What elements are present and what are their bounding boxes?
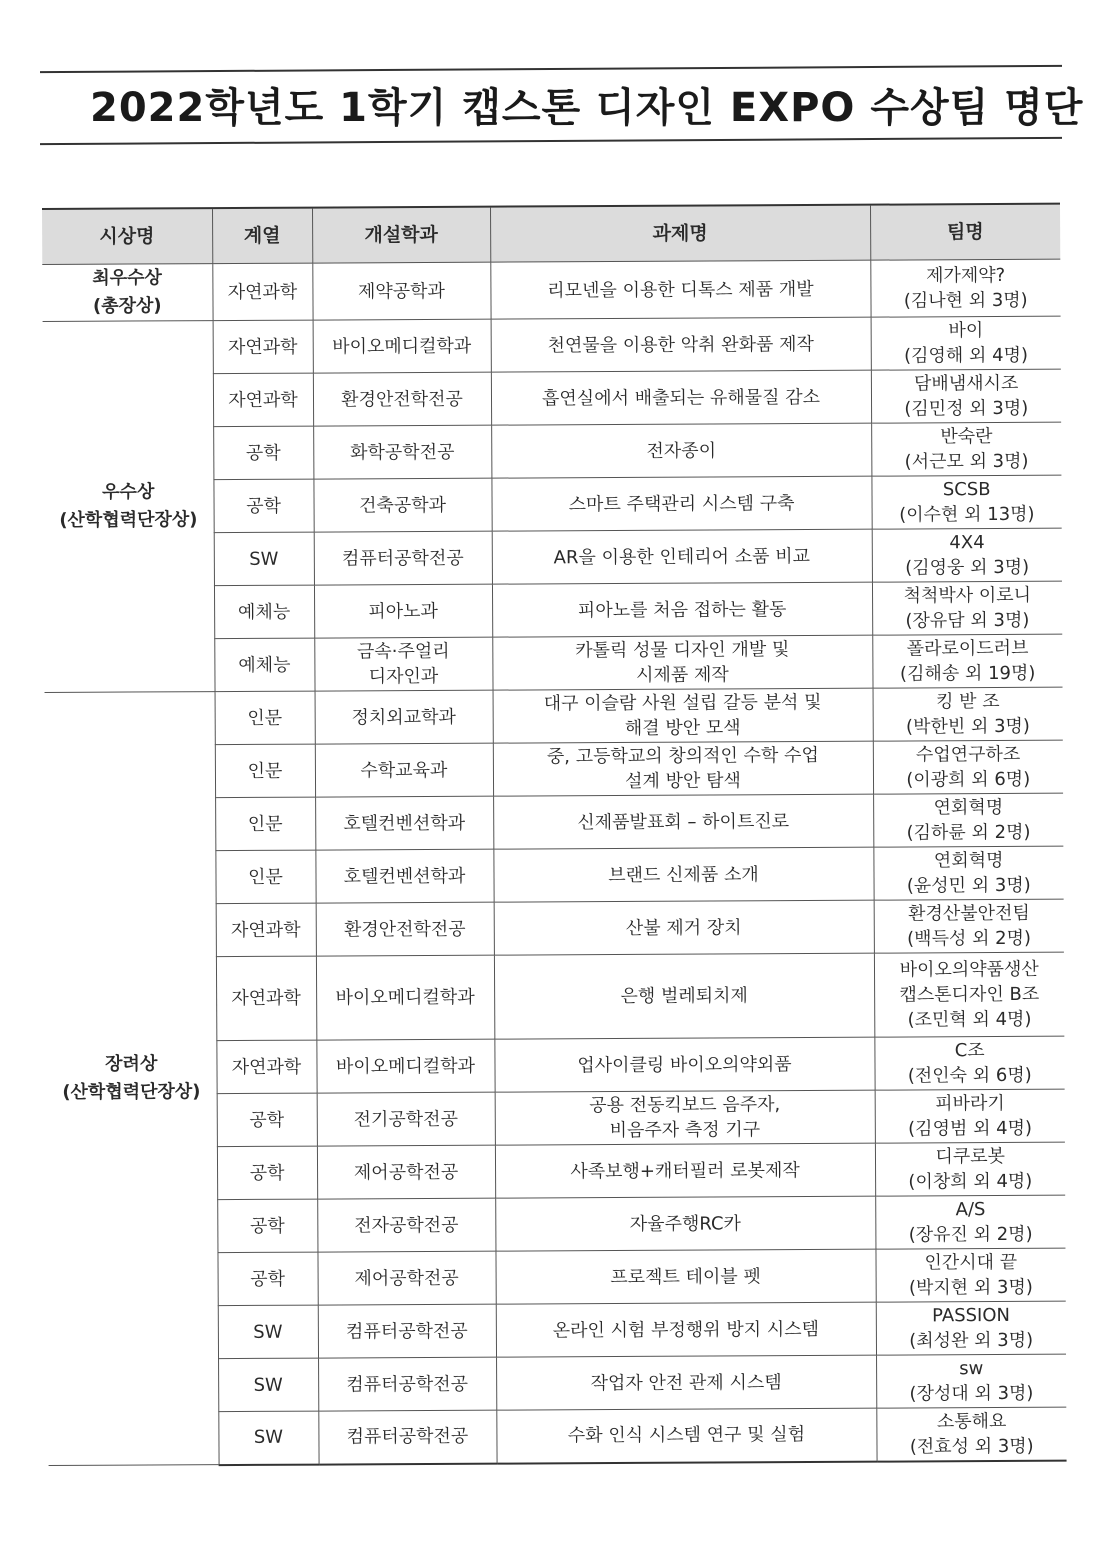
dept-cell-line: 제어공학전공 <box>353 1161 459 1183</box>
team-cell-line: 수업연구하조 <box>915 743 1021 766</box>
project-cell <box>496 1408 876 1463</box>
team-cell <box>875 1142 1065 1196</box>
dept-cell <box>315 690 493 744</box>
team-cell-line: sw <box>959 1358 984 1380</box>
team-cell <box>875 1089 1065 1143</box>
field-cell: 인문 <box>215 691 315 745</box>
team-cell-line: (이창희 외 4명) <box>908 1170 1033 1193</box>
team-cell-line: 제가제약? <box>926 264 1006 287</box>
dept-cell <box>317 1251 495 1305</box>
team-cell-line: 척척박사 이로니 <box>903 584 1032 607</box>
dept-cell <box>314 584 492 638</box>
header-project: 과제명 <box>490 205 870 262</box>
field-cell: 공학 <box>217 1199 317 1253</box>
header-team: 팀명 <box>870 204 1060 260</box>
team-cell-line: (백득성 외 2명) <box>907 927 1032 950</box>
dept-cell <box>313 478 491 532</box>
field-cell: 예체능 <box>214 585 314 639</box>
team-cell-line: (김나현 외 3명) <box>903 289 1028 312</box>
team-cell <box>876 1354 1066 1408</box>
dept-cell <box>316 955 494 1040</box>
project-cell-line: 작업자 안전 관제 시스템 <box>590 1371 782 1394</box>
dept-cell-line: 컴퓨터공학전공 <box>345 1320 468 1342</box>
team-cell-line: 바이오의약품생산 <box>899 958 1039 981</box>
team-cell-line: (장성대 외 3명) <box>909 1382 1034 1405</box>
award-name-line: (산학협력단장상) <box>62 1081 201 1103</box>
field-cell: 인문 <box>215 850 315 904</box>
project-cell <box>493 688 873 743</box>
dept-cell-line: 환경안전학전공 <box>341 388 463 410</box>
table-row <box>45 687 1063 745</box>
team-cell-line: 킹 받 조 <box>935 690 1000 713</box>
project-cell <box>491 476 871 531</box>
dept-cell <box>318 1410 496 1464</box>
project-cell <box>494 900 874 955</box>
dept-cell <box>313 319 491 373</box>
project-cell <box>495 1196 875 1251</box>
field-cell: 자연과학 <box>213 320 313 374</box>
team-cell-line: 연회혁명 <box>933 849 1004 872</box>
project-cell-line: 공용 전동킥보드 음주자, <box>589 1094 781 1117</box>
project-cell-line: 브랜드 신제품 소개 <box>608 863 759 886</box>
dept-cell <box>317 1092 495 1146</box>
project-cell-line: 천연물을 이용한 악취 완화품 제작 <box>547 333 814 356</box>
team-cell-line: 피바라기 <box>935 1092 1005 1115</box>
team-cell <box>873 793 1063 847</box>
project-cell <box>495 1249 875 1304</box>
project-cell <box>493 794 873 849</box>
dept-cell-line: 바이오메디컬학과 <box>335 986 475 1009</box>
project-cell <box>496 1302 876 1357</box>
field-cell: SW <box>214 532 314 586</box>
team-cell <box>875 1195 1065 1249</box>
project-cell <box>495 1143 875 1198</box>
team-cell <box>876 1301 1066 1355</box>
dept-cell-line: 수학교육과 <box>360 759 448 781</box>
project-cell <box>491 423 871 478</box>
dept-cell-line: 화학공학전공 <box>350 441 455 463</box>
award-name-cell <box>45 692 219 1466</box>
project-cell-line: 비음주자 측정 기구 <box>609 1119 761 1142</box>
dept-cell-line: 환경안전학전공 <box>343 918 466 940</box>
dept-cell <box>318 1304 496 1358</box>
table-body <box>42 259 1066 1465</box>
team-cell-line: (전인숙 외 6명) <box>907 1064 1032 1087</box>
dept-cell <box>315 849 493 903</box>
team-cell-line: (조민혁 외 4명) <box>907 1008 1032 1031</box>
field-cell: 자연과학 <box>213 373 313 427</box>
project-cell-line: 리모넨을 이용한 디톡스 제품 개발 <box>547 278 814 301</box>
dept-cell <box>314 637 492 691</box>
field-cell: 공학 <box>217 1146 317 1200</box>
team-cell-line: (김해송 외 19명) <box>899 662 1036 685</box>
project-cell-line: 스마트 주택관리 시스템 구축 <box>568 492 795 515</box>
team-cell-line: (이수현 외 13명) <box>899 503 1035 526</box>
award-name-cell <box>42 264 212 322</box>
project-cell-line: 사족보행+캐터필러 로봇제작 <box>570 1159 800 1182</box>
project-cell-line: 설계 방안 탐색 <box>625 770 741 792</box>
award-name-line: 최우수상 <box>92 267 162 289</box>
team-cell-line: (김영해 외 4명) <box>904 344 1029 367</box>
team-cell-line: 폴라로이드러브 <box>906 637 1029 660</box>
team-cell <box>874 899 1064 953</box>
field-cell: SW <box>218 1305 318 1359</box>
team-cell-line: (박지현 외 3명) <box>908 1276 1033 1299</box>
project-cell <box>492 582 872 637</box>
award-name-cell <box>43 321 215 693</box>
team-cell-line: (전효성 외 3명) <box>909 1435 1034 1458</box>
title-bottom-rule <box>40 137 1062 145</box>
project-cell <box>493 741 873 796</box>
project-cell <box>494 953 874 1039</box>
team-cell-line: A/S <box>955 1199 986 1221</box>
project-cell-line: 자율주행RC카 <box>629 1212 741 1235</box>
page-title: 2022학년도 1학기 캡스톤 디자인 EXPO 수상팀 명단 <box>90 85 1084 131</box>
team-cell <box>875 1248 1065 1302</box>
dept-cell-line: 호텔컨벤션학과 <box>343 812 466 834</box>
project-cell <box>492 635 872 690</box>
dept-cell <box>313 372 491 426</box>
project-cell <box>492 529 872 584</box>
field-cell: 자연과학 <box>216 956 316 1041</box>
team-cell <box>874 952 1064 1037</box>
team-cell-line: (김영웅 외 3명) <box>905 556 1030 579</box>
field-cell: 자연과학 <box>216 1040 316 1094</box>
dept-cell-line: 컴퓨터공학전공 <box>346 1426 469 1448</box>
title-block <box>40 60 1084 148</box>
header-dept: 개설학과 <box>312 207 490 263</box>
project-cell-line: 업사이클링 바이오의약외품 <box>577 1053 792 1076</box>
dept-cell <box>317 1145 495 1199</box>
award-name-line: 우수상 <box>102 481 155 503</box>
team-cell-line: (장유담 외 3명) <box>905 609 1030 632</box>
field-cell: 인문 <box>215 797 315 851</box>
dept-cell-line: 피아노과 <box>368 600 438 622</box>
project-cell-line: 카톨릭 성물 디자인 개발 및 <box>575 639 790 662</box>
dept-cell <box>315 796 493 850</box>
award-name-line: (산학협력단장상) <box>59 509 198 531</box>
team-cell <box>871 422 1061 476</box>
team-cell-line: (김영범 외 4명) <box>908 1117 1033 1140</box>
field-cell: 자연과학 <box>212 263 312 321</box>
project-cell-line: 전자종이 <box>646 439 717 462</box>
dept-cell-line: 정치외교학과 <box>351 706 456 728</box>
dept-cell <box>312 262 490 320</box>
dept-cell <box>315 743 493 797</box>
team-cell-line: 인간시대 끝 <box>924 1251 1018 1274</box>
field-cell: 공학 <box>217 1093 317 1147</box>
team-cell-line: (최성완 외 3명) <box>909 1329 1034 1352</box>
team-cell <box>872 528 1062 582</box>
dept-cell-line: 호텔컨벤션학과 <box>343 865 466 887</box>
project-cell-line: 중, 고등학교의 창의적인 수학 수업 <box>546 744 819 768</box>
team-cell-line: SCSB <box>942 479 991 501</box>
dept-cell <box>314 531 492 585</box>
team-cell <box>872 634 1062 688</box>
field-cell: SW <box>218 1358 318 1412</box>
team-cell-line: 반숙란 <box>940 426 993 448</box>
dept-cell-line: 전자공학전공 <box>354 1214 459 1236</box>
dept-cell-line: 전기공학전공 <box>353 1108 458 1130</box>
project-cell-line: 피아노를 처음 접하는 활동 <box>577 598 787 621</box>
project-cell <box>490 260 870 319</box>
header-field: 계열 <box>212 208 312 264</box>
team-cell-line: 소통해요 <box>936 1410 1007 1433</box>
team-cell-line: 디쿠로봇 <box>935 1145 1006 1168</box>
dept-cell-line: 건축공학과 <box>359 494 447 516</box>
team-cell <box>876 1407 1066 1461</box>
project-cell <box>495 1090 875 1145</box>
dept-cell <box>316 1039 494 1093</box>
dept-cell-line: 디자인과 <box>368 665 439 688</box>
team-cell-line: 바이 <box>948 320 984 342</box>
team-cell <box>871 369 1061 423</box>
dept-cell-line: 컴퓨터공학전공 <box>346 1373 469 1395</box>
dept-cell-line: 컴퓨터공학전공 <box>341 547 464 569</box>
dept-cell <box>318 1357 496 1411</box>
project-cell-line: 프로젝트 테이블 펫 <box>610 1265 761 1288</box>
project-cell-line: 수화 인식 시스템 연구 및 실험 <box>567 1424 806 1447</box>
team-cell <box>873 687 1063 741</box>
team-cell <box>872 581 1062 635</box>
team-cell-line: 연회혁명 <box>933 796 1004 819</box>
award-name-line: 장려상 <box>105 1053 158 1075</box>
header-award: 시상명 <box>42 208 212 264</box>
project-cell-line: 산불 제거 장치 <box>625 916 742 939</box>
team-cell-line: (김민정 외 3명) <box>904 397 1029 420</box>
project-cell-line: 시제품 제작 <box>636 664 729 686</box>
dept-cell-line: 금속·주얼리 <box>356 640 450 663</box>
project-cell-line: 온라인 시험 부정행위 방지 시스템 <box>552 1318 820 1341</box>
project-cell <box>493 847 873 902</box>
team-cell <box>873 740 1063 794</box>
team-cell <box>874 1036 1064 1090</box>
field-cell: 공학 <box>213 479 313 533</box>
title-top-rule <box>40 65 1062 73</box>
dept-cell-line: 바이오메디컬학과 <box>332 335 472 357</box>
field-cell: 예체능 <box>214 638 314 692</box>
dept-cell <box>313 425 491 479</box>
team-cell-line: 캡스톤디자인 B조 <box>899 983 1040 1006</box>
team-cell <box>871 316 1061 370</box>
project-cell <box>491 317 871 372</box>
team-cell-line: (윤성민 외 3명) <box>906 874 1031 897</box>
dept-cell-line: 바이오메디컬학과 <box>335 1055 476 1077</box>
team-cell-line: (장유진 외 2명) <box>908 1223 1033 1246</box>
team-cell <box>873 846 1063 900</box>
team-cell-line: 담배냄새시조 <box>913 372 1019 395</box>
project-cell-line: 은행 벌레퇴치제 <box>620 985 748 1007</box>
field-cell: 자연과학 <box>216 903 316 957</box>
team-cell <box>870 259 1060 317</box>
team-cell-line: (김하륜 외 2명) <box>906 821 1031 844</box>
table-row <box>43 316 1061 374</box>
project-cell-line: 흡연실에서 배출되는 유해물질 감소 <box>541 386 821 409</box>
team-cell <box>871 475 1061 529</box>
project-cell-line: 신제품발표회 – 하이트진로 <box>577 810 790 833</box>
project-cell <box>491 370 871 425</box>
team-cell-line: (박한빈 외 3명) <box>905 715 1030 738</box>
project-cell-line: AR을 이용한 인테리어 소품 비교 <box>553 545 811 568</box>
field-cell: 공학 <box>213 426 313 480</box>
team-cell-line: C조 <box>954 1040 985 1062</box>
field-cell: SW <box>218 1411 318 1465</box>
dept-cell <box>316 902 494 956</box>
field-cell: 공학 <box>217 1252 317 1306</box>
dept-cell <box>317 1198 495 1252</box>
team-cell-line: (서근모 외 3명) <box>904 450 1029 473</box>
award-roster-table <box>42 203 1067 1467</box>
project-cell-line: 해결 방안 모색 <box>624 717 741 739</box>
team-cell-line: 4X4 <box>949 532 985 554</box>
award-name-line: (총장상) <box>92 295 162 317</box>
table-header-row <box>42 204 1060 265</box>
team-cell-line: PASSION <box>932 1304 1011 1327</box>
table-row <box>42 259 1060 321</box>
field-cell: 인문 <box>215 744 315 798</box>
team-cell-line: (이광희 외 6명) <box>906 768 1031 791</box>
dept-cell-line: 제약공학과 <box>357 280 445 302</box>
dept-cell-line: 제어공학전공 <box>354 1267 459 1289</box>
team-cell-line: 환경산불안전팀 <box>908 902 1030 925</box>
project-cell-line: 대구 이슬람 사원 설립 갈등 분석 및 <box>543 691 822 715</box>
project-cell <box>494 1037 874 1092</box>
project-cell <box>496 1355 876 1410</box>
